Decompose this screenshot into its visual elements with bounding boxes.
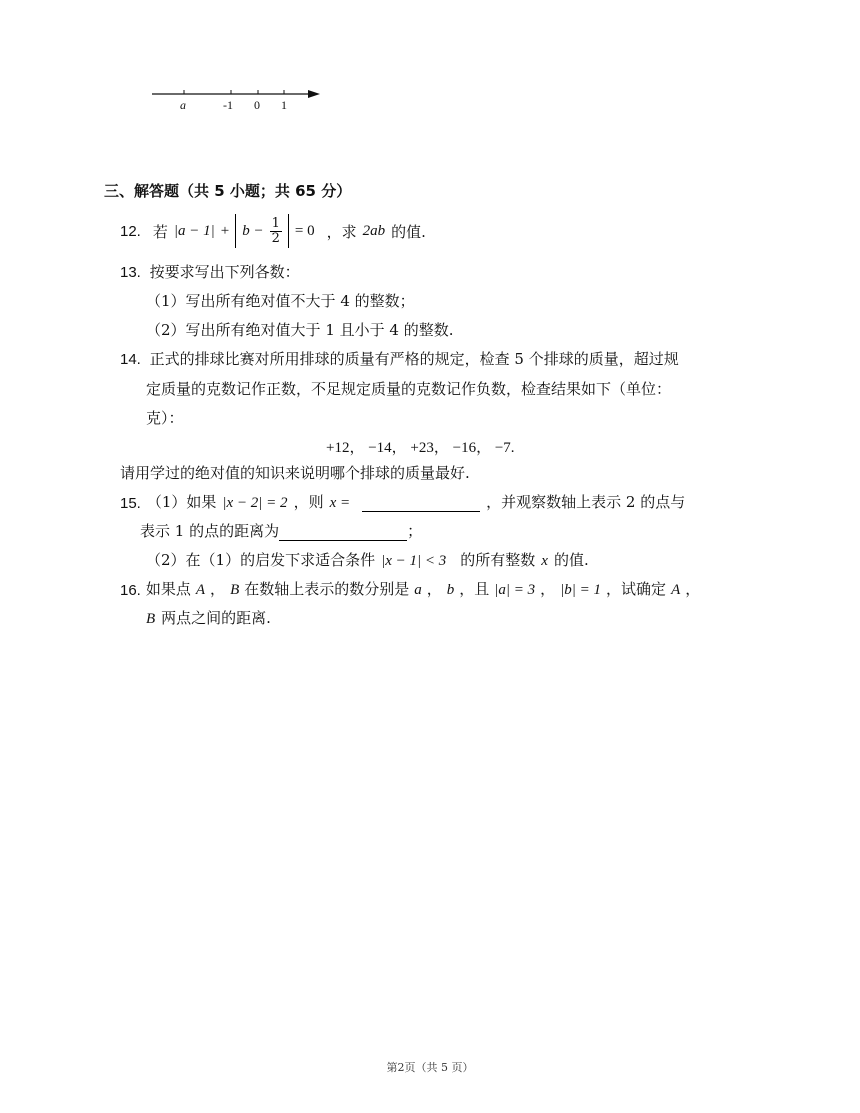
math-variable: B (230, 582, 240, 598)
math-variable: A (671, 582, 681, 598)
page-footer: 第2页（共 5 页） (386, 1061, 474, 1074)
math-expression: |a − 1| (173, 222, 215, 239)
math-expression: |b| = 1 (560, 582, 602, 598)
question-13-part-2: （2）写出所有绝对值大于 1 且小于 4 的整数. (146, 321, 454, 339)
question-text: 两点之间的距离. (161, 609, 271, 627)
question-text: 按要求写出下列各数： (149, 263, 300, 281)
fraction-denominator: 2 (271, 230, 280, 246)
section-title: 三、解答题（共 5 小题；共 65 分） (104, 182, 352, 200)
question-15-line-2 (140, 520, 422, 541)
question-text: ，并观察数轴上表示 2 的点与 (486, 493, 686, 511)
question-text: 的所有整数 (460, 551, 536, 569)
number-line-label-a: a (180, 98, 186, 112)
math-expression: 2ab (362, 222, 386, 239)
question-text: ； (407, 522, 423, 540)
question-number: 13. (120, 264, 141, 281)
question-text: ，则 (293, 493, 324, 511)
math-expression: x = (329, 495, 351, 511)
math-variable: a (414, 582, 422, 598)
question-text: ， (685, 580, 701, 598)
question-15-line-3 (146, 549, 589, 570)
math-variable: A (195, 582, 206, 598)
number-line-label-neg1: -1 (223, 98, 233, 112)
math-expression: = 0 (294, 222, 315, 239)
math-variable: B (146, 611, 156, 627)
math-expression: |a| = 3 (494, 582, 536, 598)
math-operator: + (220, 222, 230, 239)
number-line-label-0: 0 (254, 98, 260, 112)
abs-bar-left (235, 214, 236, 248)
question-number: 12. (120, 222, 141, 240)
question-14-line-3: 克）： (146, 409, 184, 427)
question-text: 如果点 (145, 580, 191, 598)
question-text: ， (210, 580, 226, 598)
question-16-line-2 (146, 607, 271, 628)
question-number: 14. (120, 351, 141, 368)
question-number: 15. (120, 495, 141, 512)
question-13-part-1: （1）写出所有绝对值不大于 4 的整数； (146, 292, 415, 310)
answer-blank-2[interactable] (279, 524, 407, 541)
math-expression: b − (242, 222, 264, 239)
question-text: （1）如果 (146, 493, 217, 511)
abs-bar-right (288, 214, 289, 248)
question-text: 正式的排球比赛对所用排球的质量有严格的规定，检查 5 个排球的质量，超过规 (149, 350, 679, 368)
question-15-line-1 (120, 491, 685, 512)
number-line-label-1: 1 (281, 98, 287, 112)
question-number: 16. (120, 582, 141, 599)
question-text: 的值. (391, 222, 426, 241)
question-14-values: +12， −14， +23， −16， −7. (326, 440, 515, 456)
question-13 (120, 261, 300, 282)
math-variable: x (541, 553, 548, 569)
question-16-line-1 (120, 578, 700, 599)
question-12 (120, 213, 426, 249)
question-text: ，试确定 (606, 580, 667, 598)
question-text: ，且 (459, 580, 490, 598)
answer-blank-1[interactable] (362, 495, 480, 512)
math-variable: b (446, 582, 455, 598)
number-line (150, 84, 325, 118)
fraction-numerator: 1 (271, 215, 280, 231)
question-text: 在数轴上表示的数分别是 (244, 580, 410, 598)
question-text: 若 (152, 222, 168, 241)
question-text: ， (540, 580, 556, 598)
question-text: 的值. (553, 551, 589, 569)
fraction (270, 217, 282, 246)
math-expression: |x − 1| < 3 (381, 553, 447, 569)
question-14-line-4: 请用学过的绝对值的知识来说明哪个排球的质量最好. (120, 464, 470, 482)
question-14-line-1 (120, 348, 679, 369)
question-text: ，求 (326, 222, 357, 241)
math-expression: |x − 2| = 2 (222, 495, 288, 511)
question-14-line-2: 定质量的克数记作正数，不足规定质量的克数记作负数，检查结果如下（单位： (146, 380, 672, 398)
question-text: 表示 1 的点的距离为 (140, 522, 280, 540)
question-text: ， (426, 580, 442, 598)
question-text: （2）在（1）的启发下求适合条件 (146, 551, 376, 569)
